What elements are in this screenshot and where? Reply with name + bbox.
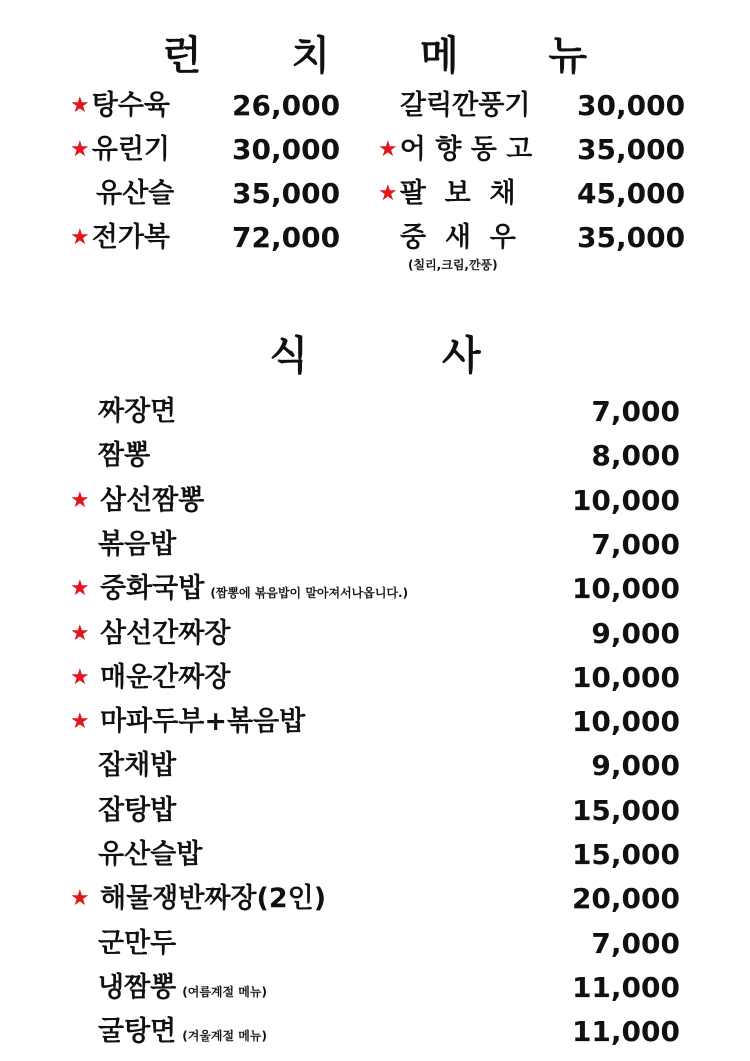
lunch-item-name xyxy=(70,178,174,210)
star-icon: ★ xyxy=(70,225,90,250)
item-label: 짬뽕 xyxy=(98,440,151,472)
lunch-item-price: 35,000 xyxy=(577,221,686,254)
lunch-item-name xyxy=(378,178,516,212)
meal-row xyxy=(70,437,680,475)
meal-item-price: 11,000 xyxy=(571,1015,680,1049)
meal-item-name xyxy=(70,925,176,963)
meal-item-price: 11,000 xyxy=(571,970,680,1004)
meal-row xyxy=(70,526,680,564)
meal-row xyxy=(70,925,680,963)
item-label: 볶음밥 xyxy=(98,528,177,560)
item-label: 짜장면 xyxy=(98,396,177,427)
meal-item-name xyxy=(70,393,176,431)
item-label: 마파두부+볶음밥 xyxy=(100,706,306,738)
meal-item-name xyxy=(70,482,204,522)
item-label: 유산슬밥 xyxy=(98,839,203,870)
item-label: 굴탕면 xyxy=(98,1016,177,1048)
lunch-item-name xyxy=(70,134,170,168)
star-icon: ★ xyxy=(70,137,90,162)
meal-item-name xyxy=(70,526,176,564)
meal-item-name xyxy=(70,570,408,612)
lunch-item-price: 72,000 xyxy=(232,221,341,254)
item-label: 갈릭깐풍기 xyxy=(400,90,531,121)
item-note: (겨울계절 메뉴) xyxy=(182,1029,267,1044)
meal-row xyxy=(70,570,680,608)
meal-item-name xyxy=(70,1013,267,1055)
star-icon: ★ xyxy=(70,709,90,735)
lunch-item-name xyxy=(70,90,170,124)
meal-row xyxy=(70,393,680,431)
meal-row xyxy=(70,615,680,653)
item-label: 중화국밥 xyxy=(100,573,205,605)
item-label: 냉짬뽕 xyxy=(98,971,177,1003)
star-icon: ★ xyxy=(70,487,90,513)
lunch-menu-title: 런 치 메 뉴 xyxy=(162,33,626,79)
lunch-item-price: 30,000 xyxy=(577,89,686,122)
lunch-item-price: 35,000 xyxy=(232,177,341,210)
lunch-item-note: (칠리,크림,깐풍) xyxy=(408,258,498,272)
meal-item-price: 10,000 xyxy=(571,705,680,739)
meal-row xyxy=(70,792,680,830)
meal-row xyxy=(70,880,680,918)
lunch-item-name xyxy=(378,90,530,122)
meal-row xyxy=(70,969,680,1007)
item-label: 유산슬 xyxy=(96,178,175,209)
item-label: 삼선간짜장 xyxy=(100,617,231,649)
meal-item-name xyxy=(70,437,150,475)
meal-item-price: 20,000 xyxy=(571,882,680,916)
meal-item-price: 10,000 xyxy=(571,572,680,606)
meal-item-price: 9,000 xyxy=(591,616,680,650)
item-label: 어 향 동 고 xyxy=(399,134,533,165)
item-label: 해물쟁반짜장(2인) xyxy=(100,883,327,915)
item-label: 잡채밥 xyxy=(98,750,177,782)
meal-item-price: 7,000 xyxy=(591,926,680,960)
lunch-item-name xyxy=(70,222,170,256)
meal-item-name xyxy=(70,615,230,655)
meal-item-price: 9,000 xyxy=(591,749,680,783)
lunch-item-name xyxy=(378,222,516,254)
meal-item-name xyxy=(70,703,305,743)
star-icon: ★ xyxy=(70,886,90,912)
item-label: 매운간짜장 xyxy=(100,661,231,693)
star-icon: ★ xyxy=(70,620,90,646)
item-label: 잡탕밥 xyxy=(98,794,177,826)
item-label: 탕수육 xyxy=(91,90,170,121)
item-label: 전가복 xyxy=(91,222,170,253)
meal-item-name xyxy=(70,792,176,830)
meal-row xyxy=(70,747,680,785)
meal-item-name xyxy=(70,836,202,874)
item-label: 유린기 xyxy=(91,134,170,165)
star-icon: ★ xyxy=(70,664,90,690)
meal-item-name xyxy=(70,969,267,1011)
meal-item-price: 10,000 xyxy=(571,660,680,694)
meal-row xyxy=(70,1013,680,1051)
lunch-item-price: 26,000 xyxy=(232,89,341,122)
meal-menu-title: 식 사 xyxy=(269,333,541,379)
item-label: 삼선짬뽕 xyxy=(100,484,205,516)
meal-item-price: 7,000 xyxy=(591,395,680,428)
star-icon: ★ xyxy=(70,93,90,118)
item-note: (짬뽕에 볶음밥이 말아져서나옵니다.) xyxy=(210,586,409,601)
meal-row xyxy=(70,836,680,874)
meal-item-price: 15,000 xyxy=(571,793,680,827)
meal-item-price: 10,000 xyxy=(571,483,680,517)
meal-row xyxy=(70,659,680,697)
star-icon: ★ xyxy=(378,137,398,162)
meal-item-name xyxy=(70,747,176,785)
lunch-item-price: 30,000 xyxy=(232,133,341,166)
star-icon: ★ xyxy=(378,181,398,206)
meal-item-price: 7,000 xyxy=(591,527,680,561)
meal-row xyxy=(70,482,680,520)
lunch-item-name xyxy=(378,134,532,168)
lunch-item-price: 35,000 xyxy=(577,133,686,166)
star-icon: ★ xyxy=(70,576,90,602)
item-label: 팔 보 채 xyxy=(399,178,516,209)
meal-item-price: 15,000 xyxy=(571,838,680,871)
item-note: (여름계절 메뉴) xyxy=(182,984,267,999)
meal-item-name xyxy=(70,880,326,920)
item-label: 군만두 xyxy=(98,927,177,959)
meal-row xyxy=(70,703,680,741)
meal-item-price: 8,000 xyxy=(591,439,680,473)
meal-item-name xyxy=(70,659,230,699)
item-label: 중 새 우 xyxy=(400,222,516,253)
lunch-item-price: 45,000 xyxy=(577,177,686,210)
